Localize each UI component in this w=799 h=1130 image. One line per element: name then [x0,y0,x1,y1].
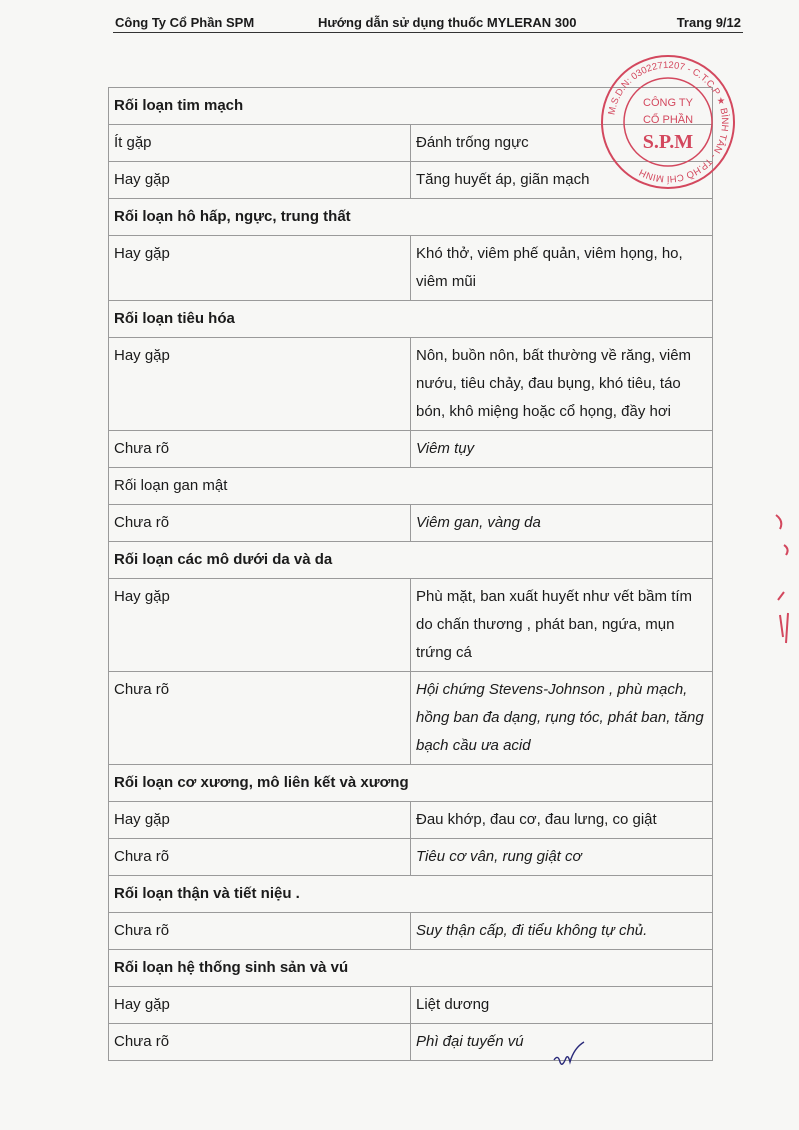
section-header-row [109,301,713,338]
effect-cell: Khó thở, viêm phế quản, viêm họng, ho, viêm mũi [411,236,713,301]
frequency-cell: Ít gặp [109,125,411,162]
table-row [109,1024,713,1061]
header-company: Công Ty Cổ Phần SPM [115,15,255,30]
frequency-cell: Hay gặp [109,338,411,431]
frequency-cell: Hay gặp [109,987,411,1024]
section-title: Rối loạn gan mật [109,468,713,505]
frequency-cell: Hay gặp [109,236,411,301]
effect-cell: Suy thận cấp, đi tiểu không tự chủ. [411,913,713,950]
effect-cell: Tiêu cơ vân, rung giật cơ [411,839,713,876]
table-row [109,579,713,672]
table-row [109,236,713,301]
table-row [109,505,713,542]
effect-cell: Hội chứng Stevens-Johnson , phù mạch, hồng ban đa dạng, rụng tóc, phát ban, tăng bạch cầu ưa acid [411,672,713,765]
header-title: Hướng dẫn sử dụng thuốc MYLERAN 300 [318,15,577,30]
table-row [109,672,713,765]
section-header-row [109,765,713,802]
frequency-cell: Hay gặp [109,579,411,672]
stamp-line-2: CỔ PHẦN [642,114,694,126]
table-row [109,338,713,431]
frequency-cell: Hay gặp [109,802,411,839]
frequency-cell: Chưa rõ [109,505,411,542]
table-row [109,802,713,839]
header-page-number: Trang 9/12 [676,15,741,30]
frequency-cell: Chưa rõ [109,672,411,765]
stamp-line-3: S.P.M [642,131,694,153]
edge-stamp-fragment [770,505,796,655]
frequency-cell: Chưa rõ [109,913,411,950]
effect-cell: Đánh trống ngực [411,125,713,162]
table-row [109,913,713,950]
effect-cell: Tăng huyết áp, giãn mạch [411,162,713,199]
table-row [109,987,713,1024]
effect-cell: Viêm gan, vàng da [411,505,713,542]
section-title: Rối loạn các mô dưới da và da [109,542,713,579]
effect-cell: Phù mặt, ban xuất huyết như vết bầm tím do chấn thương , phát ban, ngứa, mụn trứng cá [411,579,713,672]
frequency-cell: Chưa rõ [109,431,411,468]
effect-cell: Liệt dương [411,987,713,1024]
adverse-effects-table [108,87,713,1061]
effect-cell: Đau khớp, đau cơ, đau lưng, co giật [411,802,713,839]
stamp-line-1: CÔNG TY [643,97,693,109]
section-title: Rối loạn tim mạch [109,88,713,125]
frequency-cell: Chưa rõ [109,1024,411,1061]
table-row [109,431,713,468]
table-row [109,839,713,876]
page-header [113,10,743,33]
section-title: Rối loạn cơ xương, mô liên kết và xương [109,765,713,802]
section-title: Rối loạn tiêu hóa [109,301,713,338]
effect-cell: Nôn, buồn nôn, bất thường về răng, viêm nướu, tiêu chảy, đau bụng, khó tiêu, táo bón, khô miệng hoặc cổ họng, đầy hơi [411,338,713,431]
section-title: Rối loạn hô hấp, ngực, trung thất [109,199,713,236]
frequency-cell: Chưa rõ [109,839,411,876]
company-seal-stamp [598,52,738,192]
section-header-row [109,199,713,236]
section-title: Rối loạn thận và tiết niệu . [109,876,713,913]
effect-cell: Phì đại tuyến vú [411,1024,713,1061]
section-header-row [109,876,713,913]
section-header-row [109,950,713,987]
section-title: Rối loạn hệ thống sinh sản và vú [109,950,713,987]
stamp-ring-text: M.S.D.N: 0302271207 - C.T.C.P ★ BÌNH TÂN - TP.HỒ CHÍ MINH [606,59,731,185]
effect-cell: Viêm tụy [411,431,713,468]
section-header-row [109,542,713,579]
frequency-cell: Hay gặp [109,162,411,199]
section-header-row [109,468,713,505]
initials-signature [548,1040,588,1076]
